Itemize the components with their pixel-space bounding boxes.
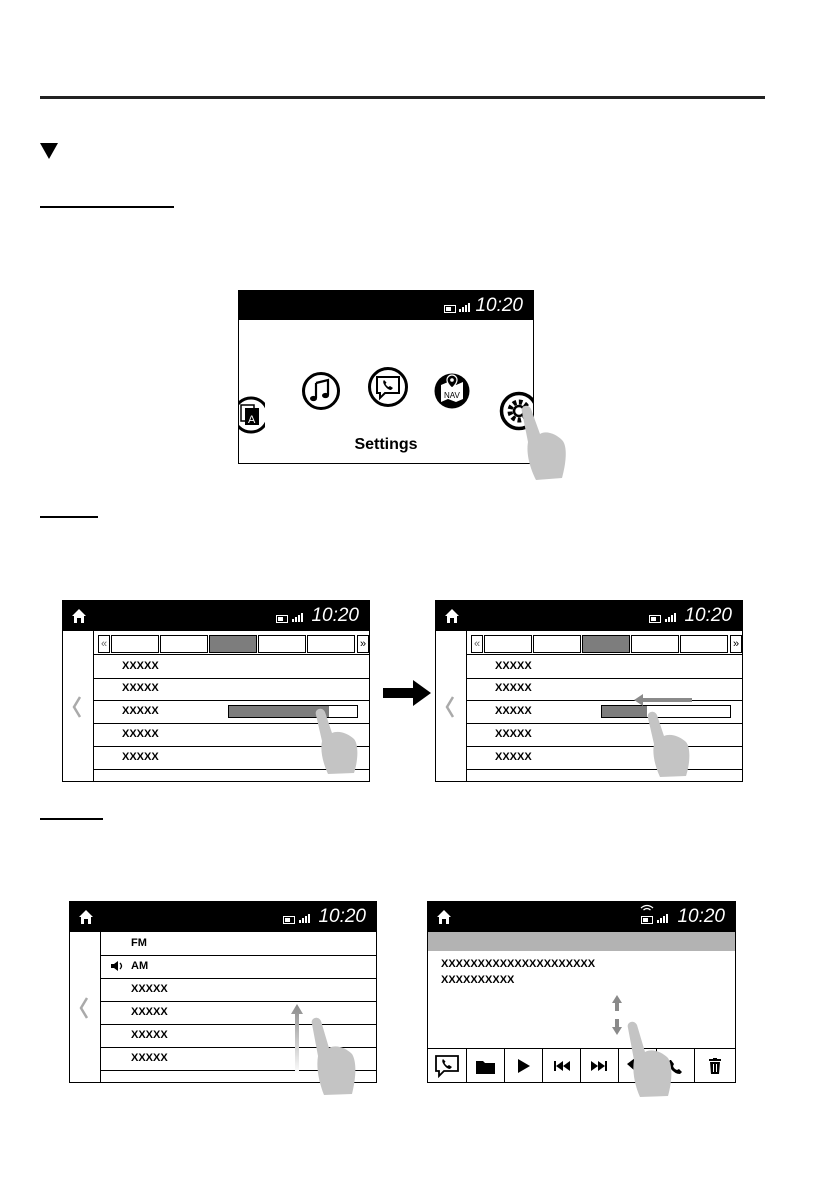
clock: 10:20 — [311, 605, 359, 626]
home-icon[interactable] — [436, 909, 452, 925]
touch-hand-icon — [312, 703, 360, 775]
tab-2[interactable] — [533, 635, 581, 653]
list-item[interactable]: XXXXX — [94, 746, 369, 770]
trash-icon — [709, 1058, 721, 1074]
nav-icon[interactable] — [432, 371, 472, 411]
slide-left-arrow-icon — [634, 693, 694, 707]
header-rule — [40, 96, 765, 99]
settings-list — [466, 631, 742, 781]
message-toolbar — [428, 1048, 735, 1083]
message-header-bar — [428, 932, 735, 951]
battery-icon — [276, 615, 288, 623]
swipe-hand-icon — [624, 1016, 674, 1098]
heading-underline-2 — [40, 516, 98, 518]
tab-5[interactable] — [307, 635, 355, 653]
scroll-up-arrow-icon — [290, 1004, 304, 1074]
tab-3-selected[interactable] — [582, 635, 630, 653]
list-item[interactable]: XXXXX — [94, 654, 369, 679]
touch-hand-icon — [644, 706, 692, 778]
home-icon[interactable] — [71, 608, 87, 624]
previous-icon — [554, 1061, 570, 1071]
list-item[interactable]: XXXXX — [101, 1024, 376, 1048]
heading-underline-1 — [40, 206, 174, 208]
tab-next-icon[interactable]: » — [357, 635, 369, 653]
previous-button[interactable] — [542, 1049, 581, 1083]
selected-app-label: Settings — [354, 436, 418, 453]
list-item[interactable]: XXXXX — [94, 677, 369, 701]
clock: 10:20 — [475, 295, 523, 316]
list-item[interactable]: XXXXX — [467, 723, 742, 747]
swipe-hand-icon — [308, 1012, 358, 1096]
status-bar — [436, 601, 742, 631]
tab-4[interactable] — [631, 635, 679, 653]
music-icon[interactable] — [301, 371, 341, 411]
next-button[interactable] — [580, 1049, 619, 1083]
home-icon[interactable] — [78, 909, 94, 925]
tab-2[interactable] — [160, 635, 208, 653]
tab-3-selected[interactable] — [209, 635, 257, 653]
folder-button[interactable] — [466, 1049, 505, 1083]
play-icon — [518, 1059, 530, 1073]
list-item[interactable]: XXXXX — [467, 700, 742, 724]
next-icon — [591, 1061, 607, 1071]
phone-icon[interactable] — [367, 366, 409, 408]
tab-1[interactable] — [111, 635, 159, 653]
delete-button[interactable] — [694, 1049, 735, 1083]
list-item[interactable]: XXXXX — [101, 1047, 376, 1071]
list-item[interactable]: XXXXX — [94, 700, 369, 724]
app-badge: A — [248, 414, 256, 426]
list-item[interactable]: XXXXX — [467, 677, 742, 701]
tap-hand-icon — [516, 398, 572, 482]
signal-icon — [665, 613, 677, 622]
tab-prev-icon[interactable]: « — [98, 635, 110, 653]
scroll-updown-arrow-icon — [611, 995, 623, 1035]
next-step-arrow-icon — [383, 680, 433, 706]
tab-strip — [471, 635, 738, 652]
back-chevron-icon[interactable] — [72, 696, 82, 718]
heading-underline-3 — [40, 818, 103, 820]
list-item[interactable]: XXXXX — [101, 1001, 376, 1025]
tab-4[interactable] — [258, 635, 306, 653]
signal-icon — [459, 303, 471, 312]
tab-5[interactable] — [680, 635, 728, 653]
tab-1[interactable] — [484, 635, 532, 653]
section-marker-icon — [40, 143, 58, 159]
applications-icon[interactable] — [239, 395, 265, 435]
list-item[interactable]: FM — [101, 932, 376, 956]
slider-fill — [602, 706, 647, 717]
battery-icon — [649, 615, 661, 623]
back-chevron-icon[interactable] — [445, 696, 455, 718]
status-bar — [63, 601, 369, 631]
list-item[interactable]: AM — [101, 955, 376, 979]
play-button[interactable] — [504, 1049, 543, 1083]
message-body-line-2: XXXXXXXXXX — [441, 974, 515, 986]
battery-icon — [444, 305, 456, 313]
wifi-icon — [640, 903, 654, 911]
message-screen — [427, 901, 736, 1083]
battery-icon — [283, 916, 295, 924]
signal-icon — [657, 914, 669, 923]
tab-prev-icon[interactable]: « — [471, 635, 483, 653]
status-bar — [428, 902, 735, 932]
message-body-line-1: XXXXXXXXXXXXXXXXXXXXX — [441, 958, 596, 970]
list-item[interactable]: XXXXX — [467, 746, 742, 770]
battery-icon — [641, 916, 653, 924]
signal-icon — [299, 914, 311, 923]
tab-strip — [98, 635, 365, 652]
clock: 10:20 — [677, 906, 725, 927]
status-bar — [239, 291, 533, 320]
home-icon[interactable] — [444, 608, 460, 624]
status-bar — [70, 902, 376, 932]
home-screen — [238, 290, 534, 464]
slider-screen-after — [435, 600, 743, 782]
list-item[interactable]: XXXXX — [94, 723, 369, 747]
phone-icon — [434, 1054, 460, 1078]
back-chevron-icon[interactable] — [79, 997, 89, 1019]
clock: 10:20 — [318, 906, 366, 927]
speaker-icon — [110, 960, 124, 972]
tab-next-icon[interactable]: » — [730, 635, 742, 653]
nav-badge: NAV — [444, 391, 460, 400]
signal-icon — [292, 613, 304, 622]
folder-icon — [476, 1059, 496, 1074]
list-item[interactable]: XXXXX — [101, 978, 376, 1002]
clock: 10:20 — [684, 605, 732, 626]
list-item[interactable]: XXXXX — [467, 654, 742, 679]
phone-toolbar-button[interactable] — [428, 1049, 467, 1083]
